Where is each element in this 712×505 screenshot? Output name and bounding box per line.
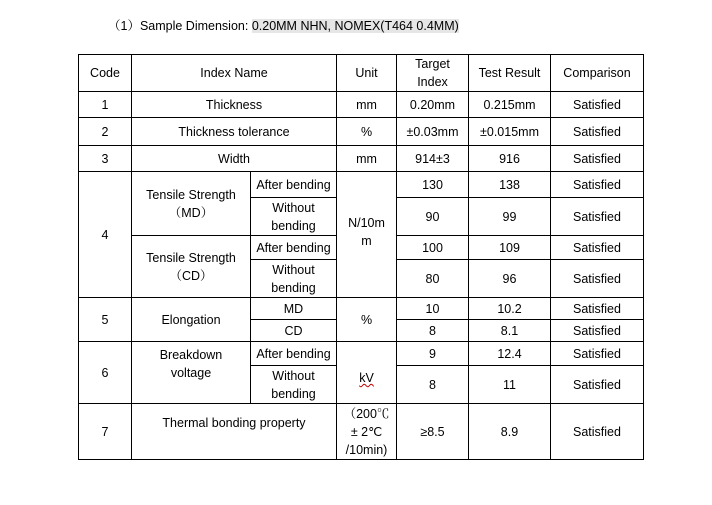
target-cell: 100 bbox=[397, 236, 469, 260]
condition-line2: bending bbox=[271, 218, 316, 233]
condition-line2: bending bbox=[271, 280, 316, 295]
header-row bbox=[79, 55, 644, 92]
target-cell: ±0.03mm bbox=[397, 118, 469, 146]
index-name-cell: Thermal bonding property bbox=[132, 404, 337, 460]
target-cell: 914±3 bbox=[397, 146, 469, 172]
unit-cell bbox=[337, 404, 397, 460]
result-cell: 916 bbox=[469, 146, 551, 172]
unit-cell: % bbox=[337, 298, 397, 342]
unit-cell bbox=[337, 342, 397, 404]
result-cell: ±0.015mm bbox=[469, 118, 551, 146]
condition-cell bbox=[251, 366, 337, 404]
target-cell: 80 bbox=[397, 260, 469, 298]
table-row bbox=[79, 342, 644, 366]
condition-cell: CD bbox=[251, 320, 337, 342]
unit-cell: % bbox=[337, 118, 397, 146]
unit-kv: kV bbox=[359, 371, 374, 385]
result-cell: 138 bbox=[469, 172, 551, 198]
comparison-cell: Satisfied bbox=[551, 404, 644, 460]
result-cell: 10.2 bbox=[469, 298, 551, 320]
target-cell: 8 bbox=[397, 366, 469, 404]
target-cell: 8 bbox=[397, 320, 469, 342]
unit-line2: m bbox=[361, 234, 372, 248]
caption-highlight: 0.20MM NHN, NOMEX(T464 0.4MM) bbox=[251, 19, 459, 33]
unit-line3: /10min) bbox=[345, 442, 388, 457]
header-code: Code bbox=[79, 55, 132, 92]
code-cell: 1 bbox=[79, 92, 132, 118]
comparison-cell: Satisfied bbox=[551, 172, 644, 198]
result-cell: 8.9 bbox=[469, 404, 551, 460]
comparison-cell: Satisfied bbox=[551, 236, 644, 260]
tensile-md-line2: （MD） bbox=[168, 205, 214, 220]
condition-line1: Without bbox=[272, 368, 315, 383]
header-index-name: Index Name bbox=[132, 55, 337, 92]
tensile-cd-cell bbox=[132, 236, 251, 298]
code-cell: 6 bbox=[79, 342, 132, 404]
unit-line1: （200℃ bbox=[343, 406, 390, 421]
target-cell: 90 bbox=[397, 198, 469, 236]
condition-cell bbox=[251, 260, 337, 298]
sample-dimension-caption bbox=[108, 16, 459, 34]
index-name-cell: Width bbox=[132, 146, 337, 172]
unit-cell: mm bbox=[337, 92, 397, 118]
comparison-cell: Satisfied bbox=[551, 320, 644, 342]
index-name-line2: voltage bbox=[170, 366, 212, 380]
condition-cell: After bending bbox=[251, 236, 337, 260]
test-results-table bbox=[78, 54, 644, 460]
comparison-cell: Satisfied bbox=[551, 118, 644, 146]
code-cell: 2 bbox=[79, 118, 132, 146]
table-row bbox=[79, 298, 644, 320]
condition-line1: Without bbox=[272, 262, 315, 277]
header-comparison: Comparison bbox=[551, 55, 644, 92]
unit-cell: mm bbox=[337, 146, 397, 172]
condition-cell: After bending bbox=[251, 172, 337, 198]
header-test-result: Test Result bbox=[469, 55, 551, 92]
unit-line2: ± 2℃ bbox=[350, 424, 383, 439]
result-cell: 109 bbox=[469, 236, 551, 260]
table-row bbox=[79, 172, 644, 198]
condition-line1: Without bbox=[272, 200, 315, 215]
result-cell: 96 bbox=[469, 260, 551, 298]
index-name-cell: Thickness bbox=[132, 92, 337, 118]
comparison-cell: Satisfied bbox=[551, 342, 644, 366]
header-target-line1: Target bbox=[415, 57, 450, 71]
comparison-cell: Satisfied bbox=[551, 198, 644, 236]
code-cell: 3 bbox=[79, 146, 132, 172]
table-row bbox=[79, 92, 644, 118]
unit-line1: N/10m bbox=[348, 216, 385, 230]
result-cell: 8.1 bbox=[469, 320, 551, 342]
index-name-cell bbox=[132, 342, 251, 404]
comparison-cell: Satisfied bbox=[551, 260, 644, 298]
target-cell: ≥8.5 bbox=[397, 404, 469, 460]
target-cell: 9 bbox=[397, 342, 469, 366]
comparison-cell: Satisfied bbox=[551, 92, 644, 118]
table-row bbox=[79, 404, 644, 460]
header-target-index bbox=[397, 55, 469, 92]
tensile-cd-line1: Tensile Strength bbox=[146, 250, 236, 265]
comparison-cell: Satisfied bbox=[551, 298, 644, 320]
caption-prefix: （1）Sample Dimension: bbox=[108, 19, 252, 33]
index-name-cell: Thickness tolerance bbox=[132, 118, 337, 146]
condition-line2: bending bbox=[271, 386, 316, 401]
tensile-md-line1: Tensile Strength bbox=[146, 187, 236, 202]
code-cell: 4 bbox=[79, 172, 132, 298]
target-cell: 10 bbox=[397, 298, 469, 320]
index-name-cell: Elongation bbox=[132, 298, 251, 342]
condition-cell: MD bbox=[251, 298, 337, 320]
index-name-line1: Breakdown bbox=[159, 348, 223, 362]
header-unit: Unit bbox=[337, 55, 397, 92]
condition-cell bbox=[251, 198, 337, 236]
header-target-line2: Index bbox=[417, 75, 448, 89]
table-row bbox=[79, 118, 644, 146]
code-cell: 5 bbox=[79, 298, 132, 342]
comparison-cell: Satisfied bbox=[551, 146, 644, 172]
target-cell: 130 bbox=[397, 172, 469, 198]
tensile-md-cell bbox=[132, 172, 251, 236]
condition-cell: After bending bbox=[251, 342, 337, 366]
result-cell: 12.4 bbox=[469, 342, 551, 366]
unit-cell bbox=[337, 172, 397, 298]
comparison-cell: Satisfied bbox=[551, 366, 644, 404]
code-cell: 7 bbox=[79, 404, 132, 460]
result-cell: 11 bbox=[469, 366, 551, 404]
table-row bbox=[79, 146, 644, 172]
target-cell: 0.20mm bbox=[397, 92, 469, 118]
result-cell: 0.215mm bbox=[469, 92, 551, 118]
tensile-cd-line2: （CD） bbox=[169, 268, 213, 283]
result-cell: 99 bbox=[469, 198, 551, 236]
